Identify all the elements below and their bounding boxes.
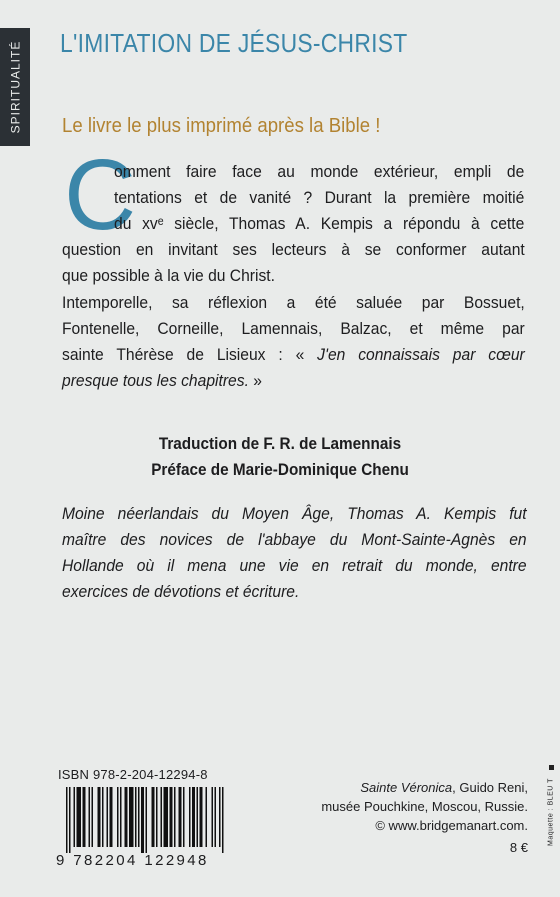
intro-line: que possible à la vie du Christ.	[62, 266, 276, 285]
barcode-bar	[192, 787, 195, 847]
barcode-bar	[152, 787, 155, 847]
barcode-bar	[138, 787, 140, 847]
praise-line: Fontenelle, Corneille, Lamennais, Balzac, et même par	[62, 319, 525, 338]
barcode-bar	[174, 787, 176, 847]
photo-credit-line-1	[321, 778, 528, 797]
praise-line-3	[62, 342, 525, 368]
barcode-bar	[92, 787, 94, 847]
artwork-title: Sainte Véronica	[360, 780, 453, 795]
bio-line: Hollande où il mena une vie en retrait du monde, entre	[62, 556, 527, 575]
intro-line: question en invitant ses lecteurs à se conformer autant	[62, 240, 525, 259]
barcode-bar	[170, 787, 173, 847]
intro-line: du xvᵉ siècle, Thomas A. Kempis a répondu à cette	[114, 214, 525, 233]
bio-line: exercices de dévotions et écriture.	[62, 582, 300, 601]
barcode-bar	[107, 787, 109, 847]
barcode-bar	[89, 787, 91, 847]
maquette-label: Maquette : BLEU T	[547, 778, 555, 846]
barcode-bar	[129, 787, 134, 847]
barcode-bar	[197, 787, 199, 847]
preface-credit: Préface de Marie-Dominique Chenu	[151, 460, 409, 479]
category-label: SPIRITUALITÉ	[8, 40, 22, 134]
photo-credit-line-2: musée Pouchkine, Moscou, Russie.	[321, 799, 528, 814]
photo-credit-line-3: © www.bridgemanart.com.	[375, 818, 528, 833]
barcode-bar	[156, 787, 158, 847]
barcode-bar	[189, 787, 191, 847]
barcode-digits: 9 782204 122948	[56, 852, 209, 869]
intro-line: omment faire face au monde extérieur, empli de	[114, 162, 525, 181]
barcode-bar	[183, 787, 185, 847]
barcode-bar	[212, 787, 214, 847]
isbn-label: ISBN 978-2-204-12294-8	[58, 767, 208, 782]
barcode-bar	[164, 787, 169, 847]
barcode-bar	[66, 787, 68, 853]
barcode-bar	[179, 787, 182, 847]
maquette-credit	[546, 768, 556, 856]
bio-line: Moine néerlandais du Moyen Âge, Thomas A. Kempis fut	[62, 504, 527, 523]
artist: , Guido Reni,	[452, 780, 528, 795]
barcode-bar	[135, 787, 137, 847]
credits-block	[0, 431, 560, 483]
quote-part-b: presque tous les chapitres.	[62, 371, 249, 390]
photo-credit	[321, 778, 528, 835]
category-tab	[0, 28, 30, 146]
intro-paragraph	[114, 159, 524, 237]
barcode-bar	[161, 787, 163, 847]
barcode-graphic	[56, 787, 236, 853]
bio-line: maître des novices de l'abbaye du Mont-Sainte-Agnès en	[62, 530, 527, 549]
barcode-bar	[98, 787, 101, 847]
price: 8 €	[509, 840, 528, 855]
barcode-bar	[200, 787, 203, 847]
quote-close: »	[248, 371, 262, 390]
praise-paragraph	[62, 290, 525, 394]
barcode-bar	[215, 787, 217, 847]
praise-line: Intemporelle, sa réflexion a été saluée par Bossuet,	[62, 293, 525, 312]
tagline: Le livre le plus imprimé après la Bible !	[62, 115, 381, 137]
barcode-bar	[222, 787, 224, 853]
praise-line-4	[62, 368, 525, 394]
barcode-bar	[206, 787, 208, 847]
book-title: L'IMITATION DE JÉSUS-CHRIST	[60, 28, 408, 58]
barcode-bar	[74, 787, 76, 847]
barcode-bar	[125, 787, 128, 847]
barcode-bar	[110, 787, 113, 847]
author-bio	[62, 501, 527, 605]
barcode-bar	[141, 787, 144, 853]
barcode-bar	[219, 787, 221, 847]
translation-credit: Traduction de F. R. de Lamennais	[158, 434, 402, 453]
intro-line: tentations et de vanité ? Durant la première moitié	[114, 188, 525, 207]
barcode-bar	[69, 787, 71, 853]
barcode-bar	[83, 787, 86, 847]
barcode-bar	[117, 787, 119, 847]
praise-text: sainte Thérèse de Lisieux : «	[62, 345, 318, 364]
barcode-bar	[77, 787, 82, 847]
quote-part-a: J'en connaissais par cœur	[317, 345, 525, 364]
barcode-bar	[120, 787, 122, 847]
drop-cap: C	[64, 139, 137, 251]
intro-paragraph-tail	[62, 237, 525, 289]
barcode-bar	[146, 787, 148, 853]
barcode-bar	[102, 787, 104, 847]
